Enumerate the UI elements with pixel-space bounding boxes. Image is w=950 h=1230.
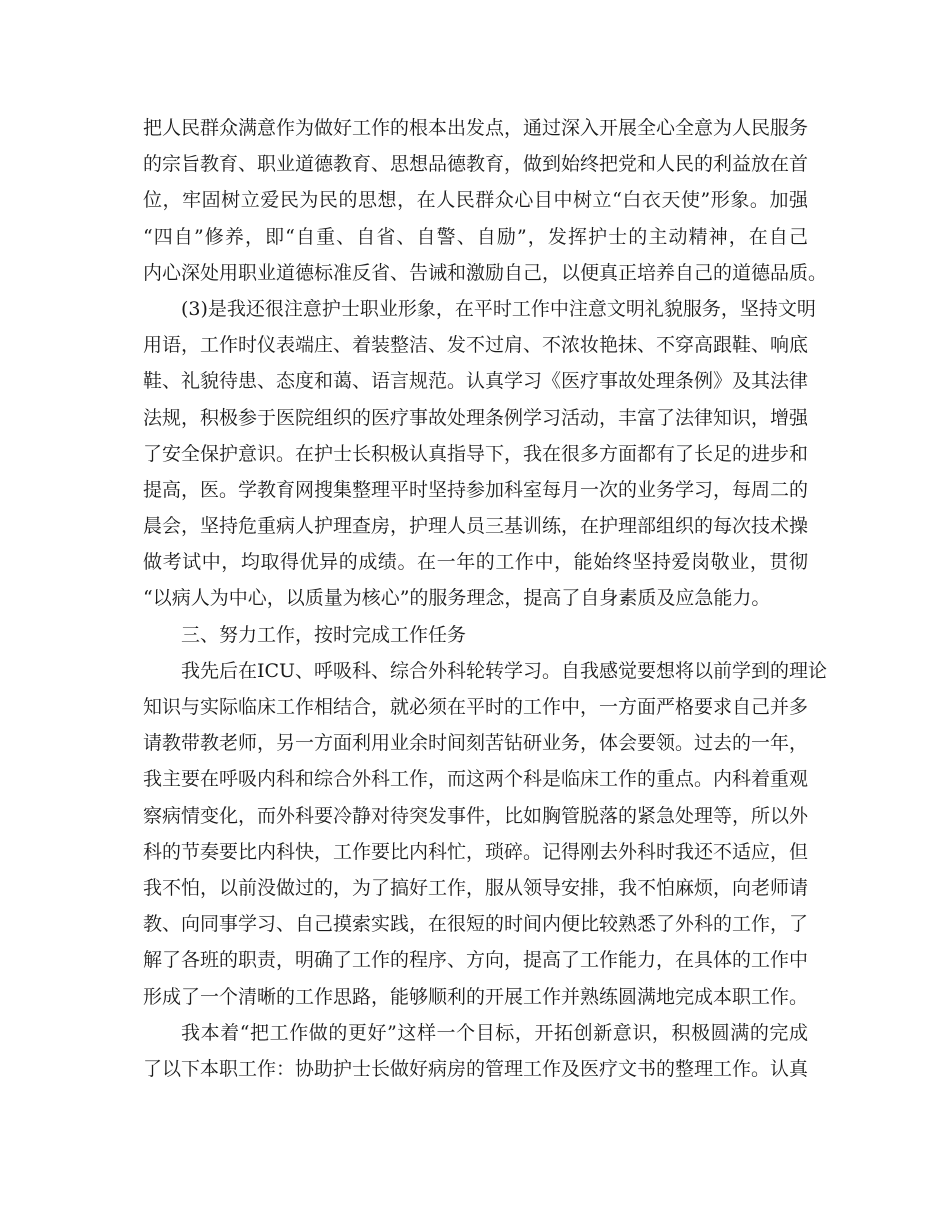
text-line: (3)是我还很注意护士职业形象，在平时工作中注意文明礼貌服务，坚持文明 [181, 297, 816, 320]
text-line: 我不怕，以前没做过的，为了搞好工作，服从领导安排，我不怕麻烦，向老师请 [143, 876, 809, 899]
text-line: 把人民群众满意作为做好工作的根本出发点，通过深入开展全心全意为人民服务 [143, 117, 809, 139]
text-line: “以病人为中心，以质量为核心”的服务理念，提高了自身素质及应急能力。 [143, 587, 771, 610]
text-line: 做考试中，均取得优异的成绩。在一年的工作中，能始终坚持爱岗敬业，贯彻 [143, 551, 808, 574]
text-line: 了以下本职工作：协助护士长做好病房的管理工作及医疗文书的整理工作。认真 [143, 1057, 809, 1080]
paragraph [143, 110, 828, 291]
text-line: 提高，医。学教育网搜集整理平时坚持参加科室每月一次的业务学习，每周二的 [143, 478, 809, 501]
text-line: 解了各班的职责，明确了工作的程序、方向，提高了工作能力，在具体的工作中 [143, 949, 809, 972]
text-line: 三、努力工作，按时完成工作任务 [181, 623, 467, 646]
paragraph [143, 653, 828, 1015]
text-line: 科的节奏要比内科快，工作要比内科忙，琐碎。记得刚去外科时我还不适应，但 [143, 840, 809, 863]
text-line: 了安全保护意识。在护士长积极认真指导下，我在很多方面都有了长足的进步和 [143, 442, 809, 465]
text-line: 知识与实际临床工作相结合，就必须在平时的工作中，一方面严格要求自己并多 [143, 696, 809, 718]
text-line: 鞋、礼貌待患、态度和蔼、语言规范。认真学习《医疗事故处理条例》及其法律 [143, 370, 809, 393]
text-line: 的宗旨教育、职业道德教育、思想品德教育，做到始终把党和人民的利益放在首 [143, 153, 809, 176]
paragraph [143, 1015, 808, 1087]
text-line: 内心深处用职业道德标准反省、告诫和激励自己，以便真正培养自己的道德品质。 [143, 261, 828, 284]
text-line: 我先后在ICU、呼吸科、综合外科轮转学习。自我感觉要想将以前学到的理论 [181, 659, 828, 682]
text-line: 我主要在呼吸内科和综合外科工作，而这两个科是临床工作的重点。内科着重观 [143, 768, 809, 791]
text-line: 位，牢固树立爱民为民的思想，在人民群众心目中树立“白衣天使”形象。加强 [143, 189, 808, 212]
text-line: 法规，积极参于医院组织的医疗事故处理条例学习活动，丰富了法律知识，增强 [143, 406, 809, 429]
text-line: 我本着“把工作做的更好”这样一个目标，开拓创新意识，积极圆满的完成 [181, 1021, 808, 1044]
text-line: 晨会，坚持危重病人护理查房，护理人员三基训练，在护理部组织的每次技术操 [143, 515, 809, 538]
text-line: “四自”修养，即“自重、自省、自警、自励”，发挥护士的主动精神，在自己 [143, 225, 808, 248]
document-body [143, 110, 828, 1087]
paragraph [143, 291, 816, 617]
text-line: 请教带教老师，另一方面利用业余时间刻苦钻研业务，体会要领。过去的一年， [143, 732, 809, 755]
text-line: 形成了一个清晰的工作思路，能够顺利的开展工作并熟练圆满地完成本职工作。 [143, 985, 809, 1008]
text-line: 用语，工作时仪表端庄、着装整洁、发不过肩、不浓妆艳抹、不穿高跟鞋、响底 [143, 334, 809, 357]
text-line: 察病情变化，而外科要冷静对待突发事件，比如胸管脱落的紧急处理等，所以外 [143, 804, 809, 827]
paragraph [143, 617, 808, 653]
text-line: 教、向同事学习、自己摸索实践，在很短的时间内便比较熟悉了外科的工作，了 [143, 913, 809, 936]
